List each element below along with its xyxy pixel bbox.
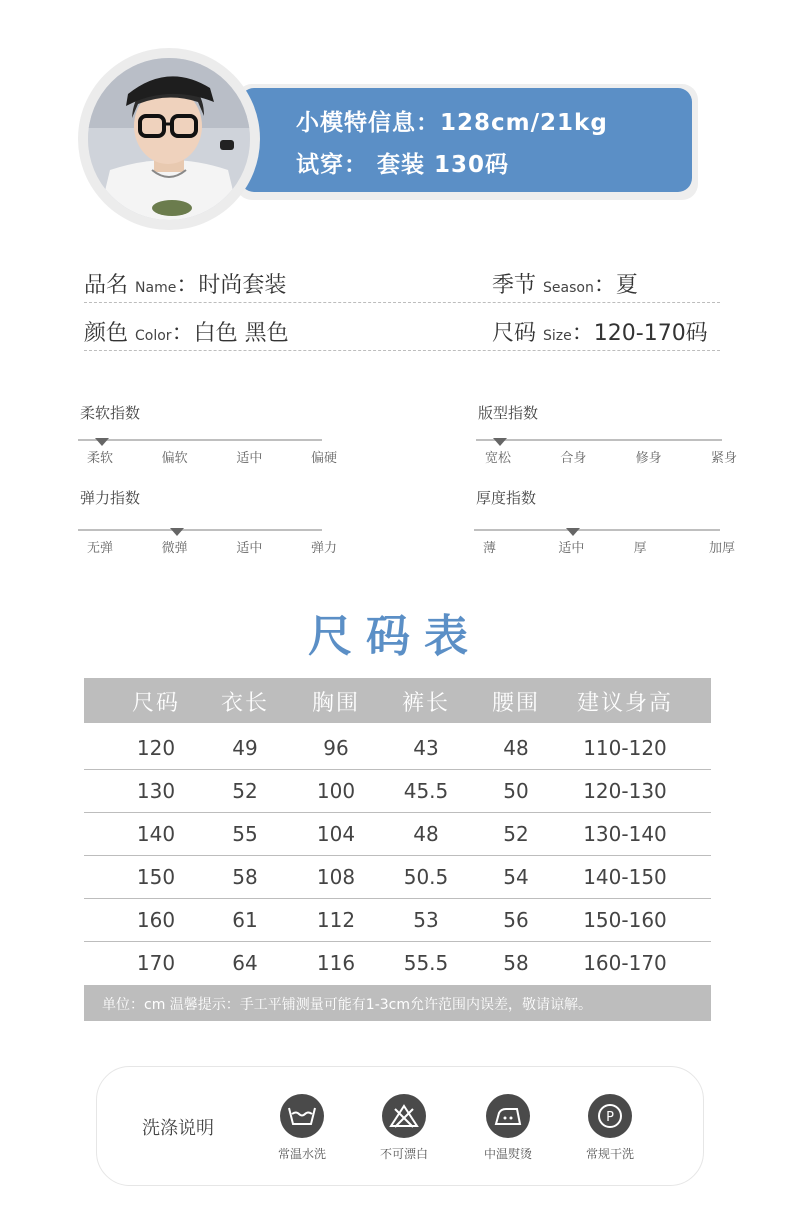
table-cell: 140-150 xyxy=(583,865,667,889)
elasticity-index-title: 弹力指数 xyxy=(80,489,141,507)
fit-index-label: 宽松 xyxy=(485,451,512,466)
try-on-text: 试穿： 套装 130码 xyxy=(296,152,510,178)
wash-label-0: 常温水洗 xyxy=(277,1147,327,1161)
table-cell: 130-140 xyxy=(583,822,667,846)
table-cell: 53 xyxy=(413,908,439,932)
product-season xyxy=(492,268,638,299)
fit-index-marker xyxy=(493,438,507,446)
table-cell: 55 xyxy=(232,822,258,846)
table-cell: 160-170 xyxy=(583,951,667,975)
table-cell: 130 xyxy=(136,779,176,803)
table-cell: 52 xyxy=(503,822,529,846)
table-cell: 55.5 xyxy=(403,951,449,975)
elasticity-index-label: 无弹 xyxy=(87,541,114,556)
season-en-label: Season xyxy=(543,280,594,296)
size-table-body xyxy=(0,726,790,984)
table-row xyxy=(84,812,711,856)
thickness-index-label: 加厚 xyxy=(709,541,736,556)
elasticity-index-label: 适中 xyxy=(236,541,263,556)
divider xyxy=(84,350,720,351)
color-value: ：白色 黑色 xyxy=(171,321,289,346)
color-label: 颜色 xyxy=(84,321,129,346)
model-photo xyxy=(88,58,250,220)
name-label: 品名 xyxy=(84,273,129,298)
thickness-index-label: 适中 xyxy=(558,541,585,556)
table-cell: 150 xyxy=(136,865,176,889)
no-bleach-icon xyxy=(382,1094,426,1138)
table-cell: 120-130 xyxy=(583,779,667,803)
dry-clean-icon xyxy=(588,1094,632,1138)
softness-index-line xyxy=(78,439,322,441)
table-cell: 56 xyxy=(503,908,529,932)
table-row xyxy=(84,726,711,770)
iron-icon xyxy=(486,1094,530,1138)
thickness-index-label: 厚 xyxy=(633,541,647,556)
header-size: 尺码 xyxy=(131,691,181,716)
wash-label-1: 不可漂白 xyxy=(379,1147,429,1161)
fit-index-label: 修身 xyxy=(635,451,662,466)
model-info-banner xyxy=(240,88,692,192)
table-row xyxy=(84,898,711,942)
size-chart-title: 尺码表 xyxy=(308,611,482,662)
softness-index-label: 柔软 xyxy=(87,451,114,466)
product-size xyxy=(492,316,708,347)
table-row xyxy=(84,855,711,899)
table-cell: 58 xyxy=(503,951,529,975)
washtub-icon xyxy=(280,1094,324,1138)
size-note-bar xyxy=(84,985,711,1021)
header-waist: 腰围 xyxy=(491,691,541,716)
washing-title: 洗涤说明 xyxy=(142,1118,214,1139)
softness-index-marker xyxy=(95,438,109,446)
table-cell: 50 xyxy=(503,779,529,803)
header-height: 建议身高 xyxy=(576,691,674,716)
model-avatar xyxy=(88,58,250,220)
thickness-index-marker xyxy=(566,528,580,536)
model-info-text: 小模特信息：128cm/21kg xyxy=(296,110,608,136)
size-note: 单位：cm 温馨提示：手工平铺测量可能有1-3cm允许范围内误差，敬请谅解。 xyxy=(102,997,592,1013)
fit-index-title: 版型指数 xyxy=(478,404,539,422)
thickness-index-line xyxy=(474,529,720,531)
table-cell: 49 xyxy=(232,736,258,760)
size-en-label: Size xyxy=(543,328,572,344)
table-cell: 45.5 xyxy=(403,779,449,803)
name-value: ：时尚套装 xyxy=(176,273,287,298)
header-chest: 胸围 xyxy=(311,691,361,716)
table-cell: 104 xyxy=(316,822,356,846)
table-cell: 150-160 xyxy=(583,908,667,932)
divider xyxy=(84,302,720,303)
table-cell: 61 xyxy=(232,908,258,932)
season-label: 季节 xyxy=(492,273,537,298)
table-cell: 100 xyxy=(316,779,356,803)
size-label: 尺码 xyxy=(492,321,537,346)
fit-index-line xyxy=(476,439,722,441)
header-pants-length: 裤长 xyxy=(401,691,451,716)
table-cell: 52 xyxy=(232,779,258,803)
table-cell: 96 xyxy=(323,736,349,760)
softness-index-label: 偏软 xyxy=(161,451,188,466)
elasticity-index-label: 微弹 xyxy=(161,541,188,556)
table-cell: 116 xyxy=(316,951,356,975)
table-cell: 58 xyxy=(232,865,258,889)
table-cell: 112 xyxy=(316,908,356,932)
table-cell: 64 xyxy=(232,951,258,975)
elasticity-index-marker xyxy=(170,528,184,536)
fit-index-label: 紧身 xyxy=(711,451,738,466)
color-en-label: Color xyxy=(135,328,172,344)
header-length: 衣长 xyxy=(220,691,270,716)
table-cell: 54 xyxy=(503,865,529,889)
softness-index-label: 适中 xyxy=(236,451,263,466)
thickness-index-title: 厚度指数 xyxy=(476,489,537,507)
table-cell: 50.5 xyxy=(403,865,449,889)
elasticity-index-line xyxy=(78,529,322,531)
svg-text:P: P xyxy=(606,1110,614,1125)
table-cell: 120 xyxy=(136,736,176,760)
name-en-label: Name xyxy=(135,280,177,296)
season-value: ：夏 xyxy=(593,273,638,298)
thickness-index-label: 薄 xyxy=(483,541,497,556)
table-row xyxy=(84,769,711,813)
product-color xyxy=(84,316,289,347)
fit-index-label: 合身 xyxy=(560,451,587,466)
table-cell: 170 xyxy=(136,951,176,975)
wash-label-2: 中温熨烫 xyxy=(483,1147,533,1161)
size-table-header xyxy=(84,678,711,723)
table-cell: 43 xyxy=(413,736,439,760)
wash-label-3: 常规干洗 xyxy=(585,1147,635,1161)
table-cell: 110-120 xyxy=(583,736,667,760)
table-cell: 48 xyxy=(413,822,439,846)
softness-index-title: 柔软指数 xyxy=(80,404,141,422)
table-cell: 140 xyxy=(136,822,176,846)
size-value: ：120-170码 xyxy=(571,321,708,346)
table-cell: 160 xyxy=(136,908,176,932)
table-cell: 108 xyxy=(316,865,356,889)
table-cell: 48 xyxy=(503,736,529,760)
elasticity-index-label: 弹力 xyxy=(311,541,338,556)
product-name xyxy=(84,268,286,299)
table-row xyxy=(84,941,711,984)
softness-index-label: 偏硬 xyxy=(311,451,338,466)
